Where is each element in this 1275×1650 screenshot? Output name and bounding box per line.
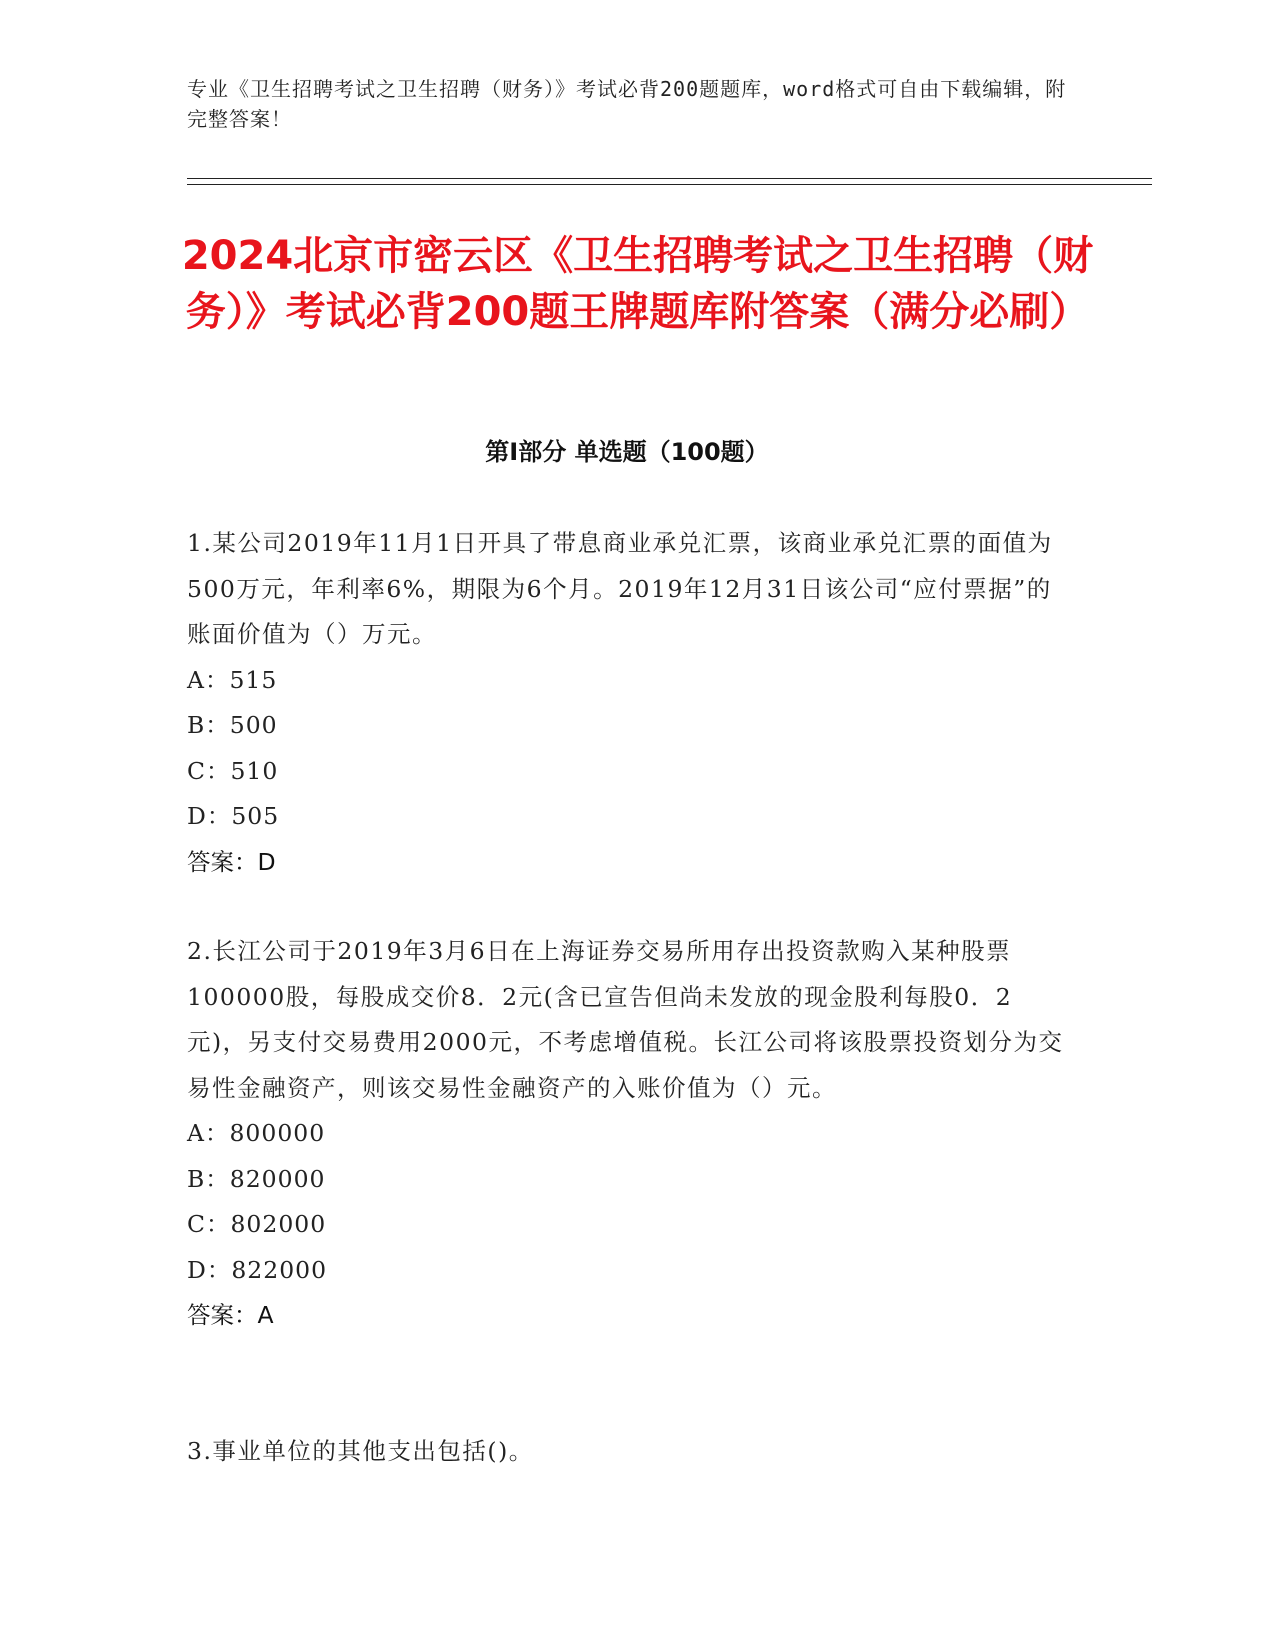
question-2 bbox=[187, 929, 1072, 1339]
header-divider-bottom bbox=[187, 184, 1152, 185]
option-c: C：802000 bbox=[187, 1210, 327, 1238]
question-stem: 3.事业单位的其他支出包括()。 bbox=[187, 1437, 534, 1465]
document-title: 2024北京市密云区《卫生招聘考试之卫生招聘（财务）》考试必背200题王牌题库附答案（满分必刷） bbox=[181, 233, 1094, 335]
answer: 答案：D bbox=[187, 847, 276, 876]
option-a: A：800000 bbox=[187, 1119, 326, 1147]
option-c: C：510 bbox=[187, 756, 279, 785]
option-d: D：822000 bbox=[187, 1255, 328, 1284]
section-heading: 第Ⅰ部分 单选题（100题） bbox=[485, 438, 769, 466]
question-1 bbox=[187, 521, 1072, 885]
answer: 答案：A bbox=[187, 1301, 274, 1329]
option-d: D：505 bbox=[187, 802, 280, 830]
question-stem: 1.某公司2019年11月1日开具了带息商业承兑汇票，该商业承兑汇票的面值为500万元，年利率6%，期限为6个月。2019年12月31日该公司“应付票据”的账面价值为（）万元。 bbox=[187, 529, 1053, 648]
header-divider-top bbox=[187, 178, 1152, 179]
option-b: B：820000 bbox=[187, 1164, 326, 1193]
question-stem: 2.长江公司于2019年3月6日在上海证券交易所用存出投资款购入某种股票100000股，每股成交价8．2元(含已宣告但尚未发放的现金股利每股0．2元)，另支付交易费用2000元，不考虑增值税。长江公司将该股票投资划分为交易性金融资产，则该交易性金融资产的入账价值为（）元。 bbox=[187, 937, 1064, 1102]
option-b: B：500 bbox=[187, 711, 278, 739]
question-3 bbox=[187, 1429, 1072, 1475]
option-a: A：515 bbox=[187, 665, 278, 694]
intro-text: 专业《卫生招聘考试之卫生招聘（财务）》考试必背200题题库，word格式可自由下载编辑，附完整答案！ bbox=[187, 77, 1067, 131]
